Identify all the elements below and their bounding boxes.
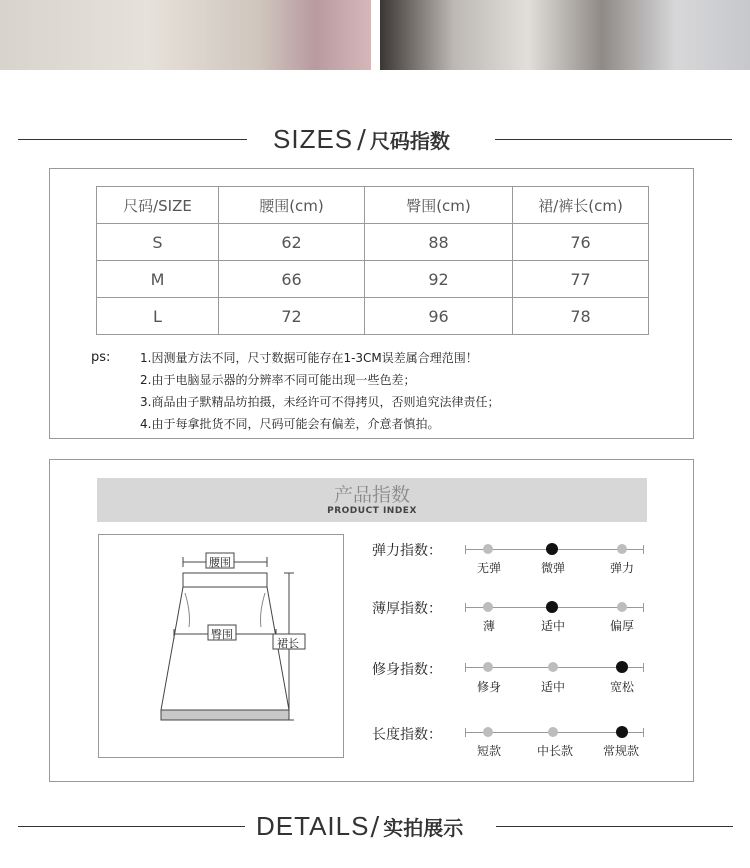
hip-cell: 96	[365, 298, 513, 335]
heading-rule-right	[495, 139, 732, 140]
waist-cell: 72	[219, 298, 365, 335]
waist-label: 腰围	[209, 556, 231, 569]
thickness-option-label: 薄	[482, 619, 496, 633]
waistband-shape	[183, 573, 267, 587]
length-cell: 78	[513, 298, 649, 335]
table-row	[97, 298, 649, 335]
length-option-label: 常规款	[602, 744, 640, 758]
elasticity-option-label: 微弹	[540, 561, 566, 575]
table-row	[97, 224, 649, 261]
fit-option-dot-selected	[616, 661, 628, 673]
heading-rule-left	[18, 139, 247, 140]
size-table-header: 尺码/SIZE	[97, 187, 219, 224]
sizes-heading-sep: /	[357, 125, 366, 155]
heading-rule-right	[496, 826, 733, 827]
length-index-label: 长度指数：	[372, 727, 442, 743]
row-line-cap	[643, 663, 644, 672]
product-index-title: 产品指数	[333, 484, 410, 506]
product-index-banner	[97, 478, 647, 522]
waist-cell: 62	[219, 224, 365, 261]
length-option-label: 短款	[476, 744, 502, 758]
thickness-option-dot	[483, 602, 493, 612]
row-line-cap	[643, 728, 644, 737]
sizes-heading-cn: 尺码指数	[369, 129, 450, 153]
length-cell: 76	[513, 224, 649, 261]
sizes-heading	[273, 124, 450, 155]
size-table-header: 腰围(cm)	[219, 187, 365, 224]
note-line: 4.由于每拿批货不同，尺码可能会有偏差，介意者慎拍。	[140, 417, 440, 431]
notes-prefix: ps:	[91, 350, 111, 365]
product-photo-right	[380, 0, 750, 70]
elasticity-option-label: 弹力	[609, 561, 635, 575]
elasticity-option-dot	[617, 544, 627, 554]
row-line-cap	[643, 603, 644, 612]
note-line: 3.商品由子默精品坊拍摄，未经许可不得拷贝，否则追究法律责任；	[140, 395, 500, 409]
length-option-dot	[548, 727, 558, 737]
size-chart-panel	[49, 168, 694, 439]
skirt-hem-shape	[161, 710, 289, 720]
row-line-cap	[643, 545, 644, 554]
thickness-option-label: 偏厚	[609, 619, 635, 633]
size-table	[96, 186, 649, 335]
hip-label: 臀围	[211, 628, 233, 641]
hip-cell: 92	[365, 261, 513, 298]
thickness-option-label: 适中	[540, 619, 566, 633]
size-table-header: 裙/裤长(cm)	[513, 187, 649, 224]
fit-option-dot	[548, 662, 558, 672]
length-option-dot	[483, 727, 493, 737]
elasticity-option-label: 无弹	[476, 561, 502, 575]
sizes-heading-en: SIZES	[273, 124, 354, 154]
fit-label: 修身指数：	[372, 662, 442, 678]
table-row	[97, 261, 649, 298]
details-heading-cn: 实拍展示	[383, 816, 464, 840]
details-heading	[256, 811, 463, 842]
skirt-body-shape	[161, 587, 289, 710]
product-photo-left	[0, 0, 371, 70]
product-index-panel	[49, 459, 694, 782]
fit-option-label: 宽松	[609, 680, 635, 694]
skirt-diagram	[98, 534, 344, 758]
size-table-header-row	[97, 187, 649, 224]
fit-option-label: 适中	[540, 680, 566, 694]
fit-option-label: 修身	[476, 680, 502, 694]
elasticity-option-dot-selected	[546, 543, 558, 555]
note-line: 2.由于电脑显示器的分辨率不同可能出现一些色差；	[140, 373, 416, 387]
fit-option-dot	[483, 662, 493, 672]
elasticity-label: 弹力指数：	[372, 543, 442, 559]
details-heading-en: DETAILS	[256, 811, 370, 841]
length-option-dot-selected	[616, 726, 628, 738]
heading-rule-left	[18, 826, 245, 827]
elasticity-option-dot	[483, 544, 493, 554]
size-cell: M	[97, 261, 219, 298]
details-heading-sep: /	[370, 812, 380, 842]
product-index-subtitle: PRODUCT INDEX	[327, 506, 417, 516]
note-line: 1.因测量方法不同，尺寸数据可能存在1-3CM误差属合理范围！	[140, 351, 478, 365]
thickness-option-dot	[617, 602, 627, 612]
length-option-label: 中长款	[536, 744, 574, 758]
size-cell: L	[97, 298, 219, 335]
size-cell: S	[97, 224, 219, 261]
thickness-label: 薄厚指数：	[372, 601, 442, 617]
size-table-header: 臀围(cm)	[365, 187, 513, 224]
length-label: 裙长	[277, 637, 299, 650]
waist-cell: 66	[219, 261, 365, 298]
thickness-option-dot-selected	[546, 601, 558, 613]
length-cell: 77	[513, 261, 649, 298]
hip-cell: 88	[365, 224, 513, 261]
